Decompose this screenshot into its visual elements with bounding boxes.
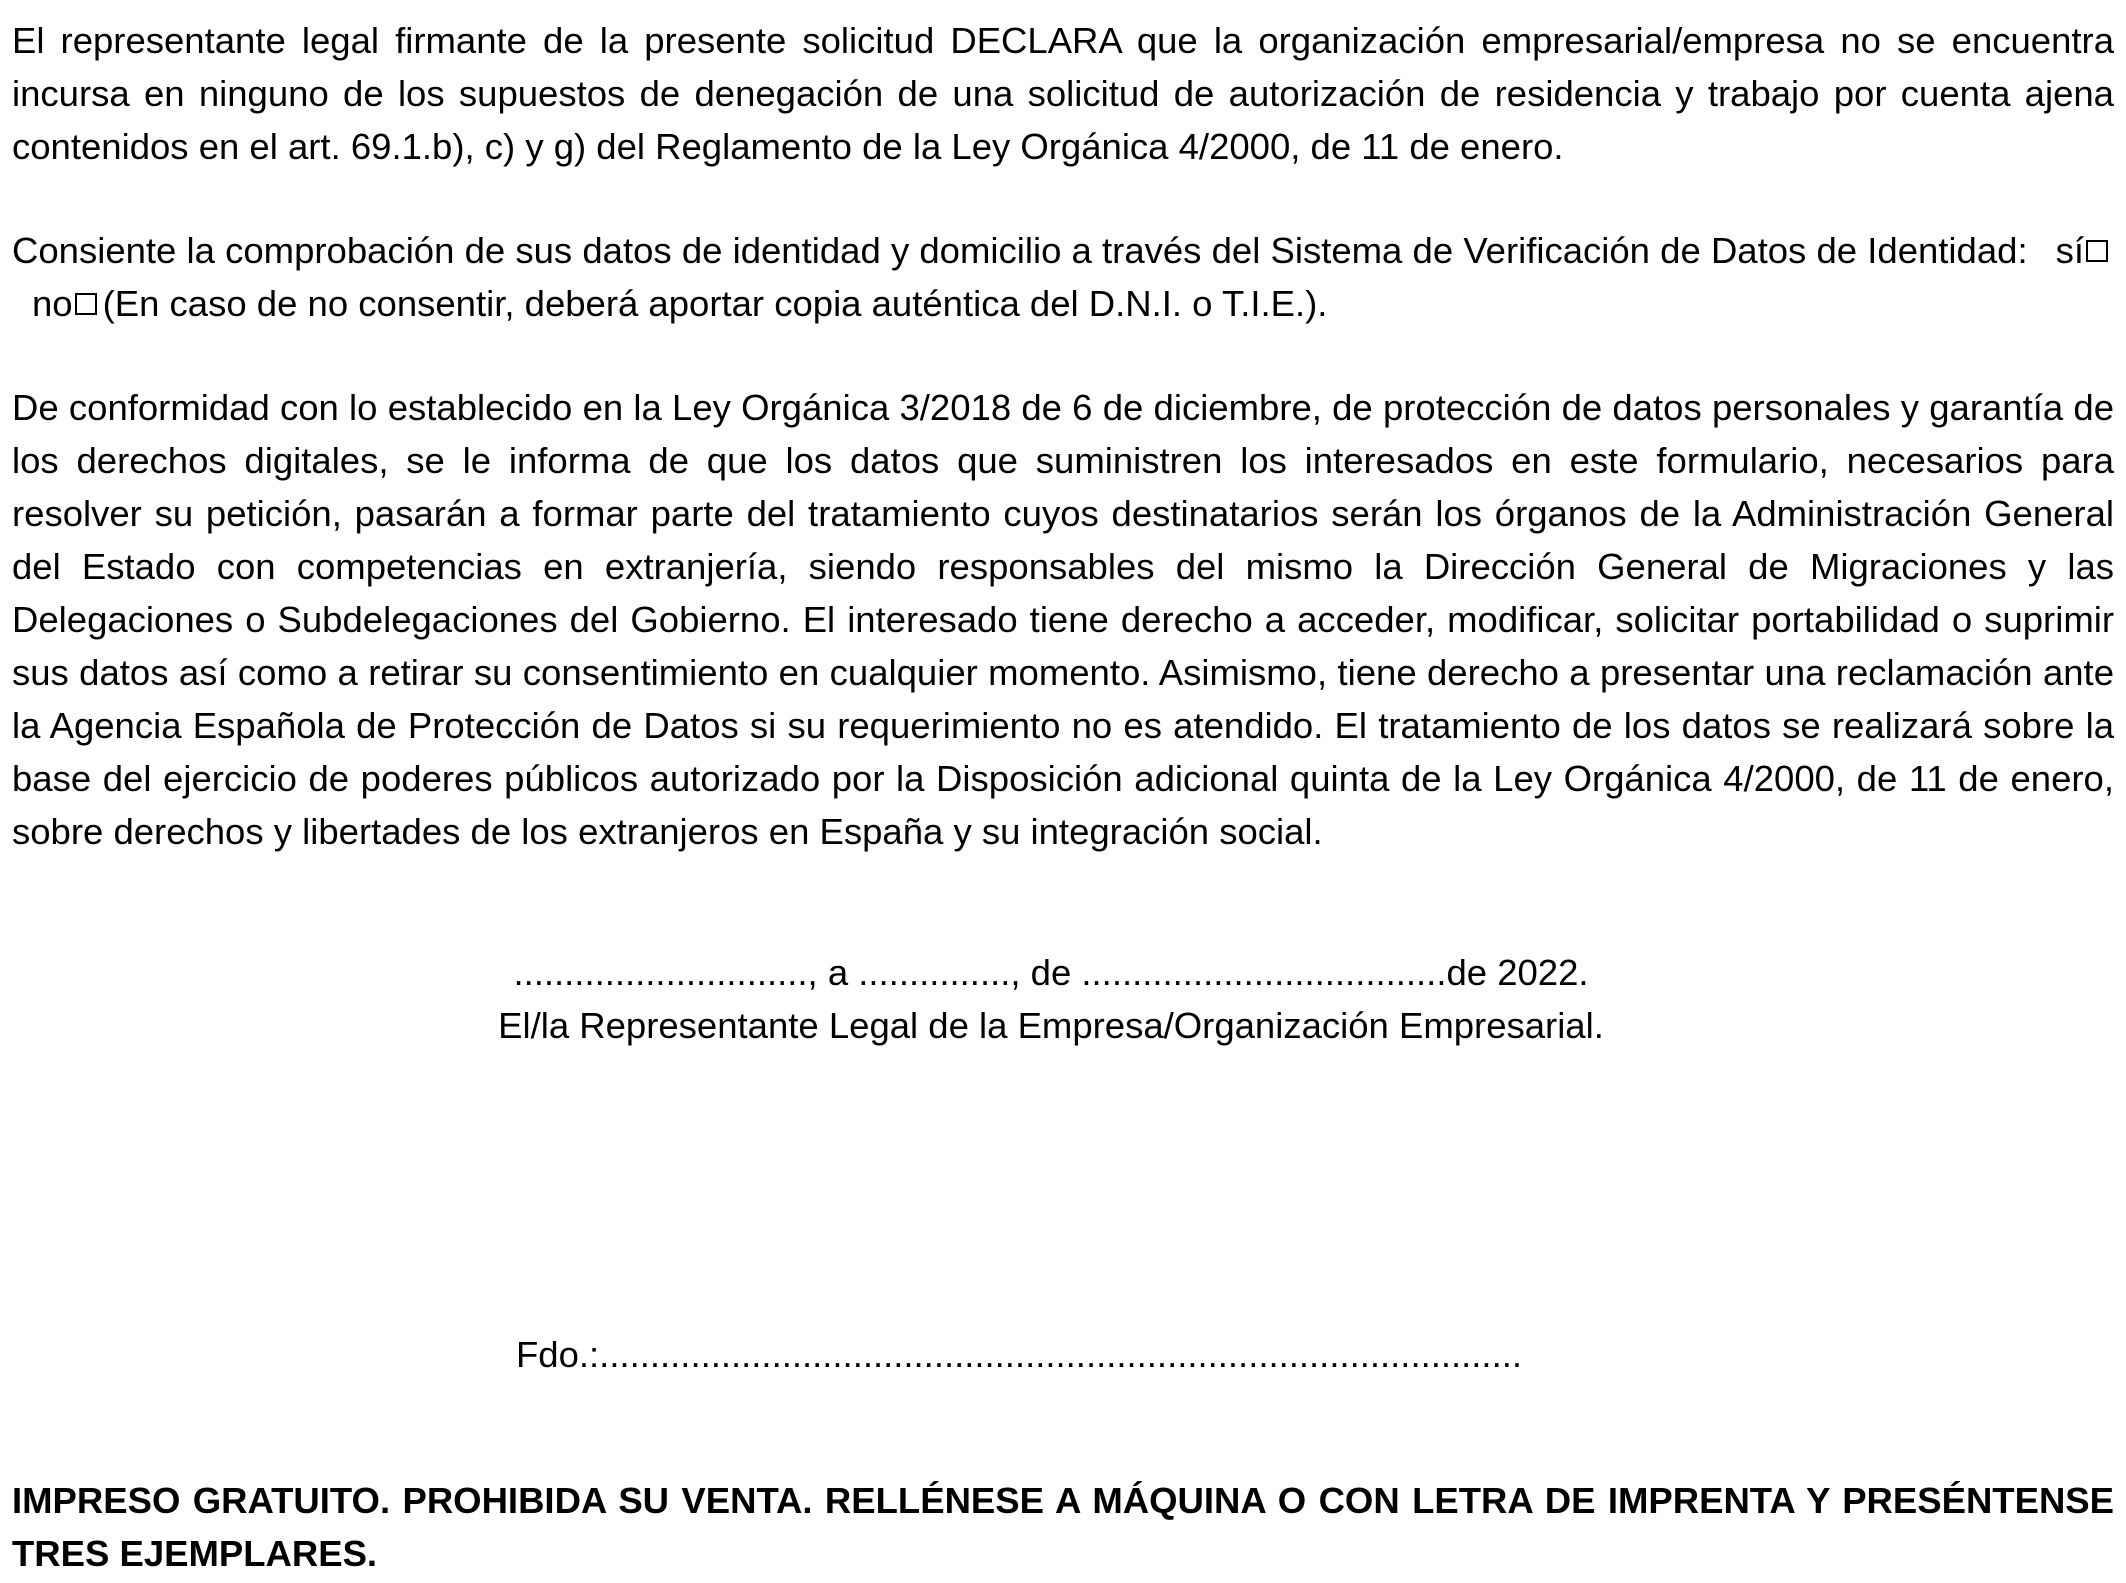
data-protection-paragraph: De conformidad con lo establecido en la Ley Orgánica 3/2018 de 6 de diciembre, de protección de datos personales y garantía de los derechos digitales, se le informa de que los datos que suministren los interesados en este formulario, necesarios para resolver su petición, pasarán a formar parte del tratamiento cuyos destinatarios serán los órganos de la Administración General del Estado con competencias en extranjería, siendo responsables del mismo la Dirección General de Migraciones y las Delegaciones o Subdelegaciones del Gobierno. El interesado tiene derecho a acceder, modificar, solicitar portabilidad o suprimir sus datos así como a retirar su consentimiento en cualquier momento. Asimismo, tiene derecho a presentar una reclamación ante la Agencia Española de Protección de Datos si su requerimiento no es atendido. El tratamiento de los datos se realizará sobre la base del ejercicio de poderes públicos autorizado por la Disposición adicional quinta de la Ley Orgánica 4/2000, de 11 de enero, sobre derechos y libertades de los extranjeros en España y su integración social.	[12, 387, 2114, 852]
consent-yes-checkbox[interactable]	[2086, 240, 2108, 262]
consent-no-label: no	[32, 283, 73, 324]
declaration-paragraph: El representante legal firmante de la presente solicitud DECLARA que la organización empresarial/empresa no se encuentra incursa en ninguno de los supuestos de denegación de una solicitud de autorización de residencia y trabajo por cuenta ajena contenidos en el art. 69.1.b), c) y g) del Reglamento de la Ley Orgánica 4/2000, de 11 de enero.	[12, 20, 2114, 167]
signature-block	[0, 946, 2102, 1052]
consent-paragraph	[12, 224, 2114, 330]
representative-role: El/la Representante Legal de la Empresa/Organización Empresarial.	[498, 1005, 1604, 1046]
footer-notice: IMPRESO GRATUITO. PROHIBIDA SU VENTA. RELLÉNESE A MÁQUINA O CON LETRA DE IMPRENTA Y PRESÉNTENSE TRES EJEMPLARES.	[12, 1480, 2114, 1574]
consent-no-checkbox[interactable]	[75, 293, 97, 315]
date-line[interactable]: ............................., a ..............., de ....................................de 2022.	[513, 952, 1589, 993]
consent-intro: Consiente la comprobación de sus datos de identidad y domicilio a través del Sistema de Verificación de Datos de Identidad:	[12, 230, 2028, 271]
consent-yes-label: sí	[2055, 230, 2084, 271]
consent-note: (En caso de no consentir, deberá aportar copia auténtica del D.N.I. o T.I.E.).	[102, 283, 1328, 324]
form-page	[12, 14, 2114, 858]
signature-line[interactable]: Fdo.:...........................................................................................	[516, 1334, 1522, 1375]
